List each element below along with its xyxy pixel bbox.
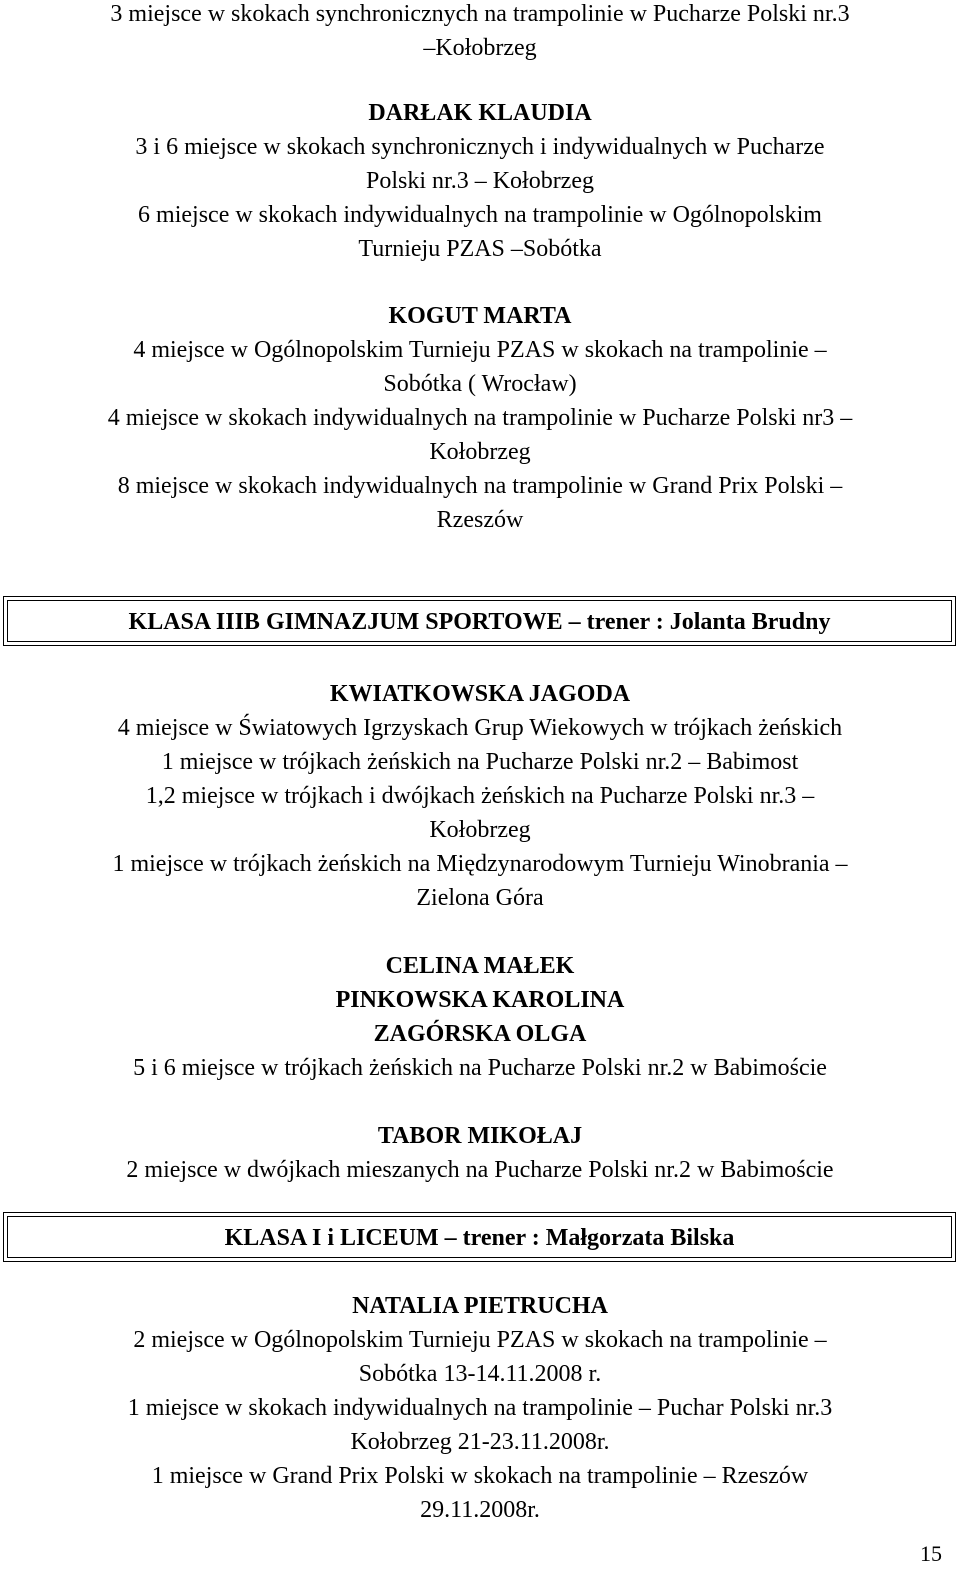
section-header: KLASA IIIB GIMNAZJUM SPORTOWE – trener : Jolanta Brudny [128, 609, 831, 635]
athlete-name: KOGUT MARTA [388, 303, 572, 329]
athlete-entry [0, 949, 960, 1085]
athlete-name: NATALIA PIETRUCHA [352, 1293, 608, 1319]
athlete-name: ZAGÓRSKA OLGA [373, 1021, 587, 1047]
athlete-entry [0, 1289, 960, 1527]
athlete-name: PINKOWSKA KAROLINA [335, 987, 625, 1013]
achievement-line: Rzeszów [436, 507, 524, 533]
achievement-line: 3 i 6 miejsce w skokach synchronicznych i indywidualnych w Pucharze [135, 134, 825, 160]
athlete-entry [0, 299, 960, 537]
achievement-line: 4 miejsce w Ogólnopolskim Turnieju PZAS w skokach na trampolinie – [133, 337, 827, 363]
achievement-line: 5 i 6 miejsce w trójkach żeńskich na Pucharze Polski nr.2 w Babimoście [133, 1055, 827, 1081]
continued-entry [0, 0, 960, 65]
achievement-line: 1 miejsce w skokach indywidualnych na trampolinie – Puchar Polski nr.3 [127, 1395, 833, 1421]
athlete-entry [0, 677, 960, 915]
achievement-line: 2 miejsce w Ogólnopolskim Turnieju PZAS w skokach na trampolinie – [133, 1327, 827, 1353]
achievement-line: 1 miejsce w trójkach żeńskich na Pucharze Polski nr.2 – Babimost [161, 749, 799, 775]
athlete-name: DARŁAK KLAUDIA [368, 100, 592, 126]
section-header-box [3, 1212, 956, 1262]
achievement-line: Sobótka ( Wrocław) [383, 371, 577, 397]
achievement-line: Zielona Góra [416, 885, 544, 911]
section-header: KLASA I i LICEUM – trener : Małgorzata Bilska [224, 1225, 735, 1251]
achievement-line: 3 miejsce w skokach synchronicznych na trampolinie w Pucharze Polski nr.3 [110, 1, 850, 27]
achievement-line: 1 miejsce w trójkach żeńskich na Międzynarodowym Turnieju Winobrania – [112, 851, 848, 877]
achievement-line: Sobótka 13-14.11.2008 r. [358, 1361, 602, 1387]
achievement-line: –Kołobrzeg [423, 35, 537, 61]
athlete-name: TABOR MIKOŁAJ [377, 1123, 583, 1149]
achievement-line: Kołobrzeg [429, 817, 531, 843]
achievement-line: 1,2 miejsce w trójkach i dwójkach żeńskich na Pucharze Polski nr.3 – [145, 783, 815, 809]
achievement-line: 2 miejsce w dwójkach mieszanych na Pucharze Polski nr.2 w Babimoście [126, 1157, 834, 1183]
achievement-line: Polski nr.3 – Kołobrzeg [366, 168, 594, 194]
athlete-name: KWIATKOWSKA JAGODA [329, 681, 631, 707]
achievement-line: 4 miejsce w skokach indywidualnych na trampolinie w Pucharze Polski nr3 – [107, 405, 853, 431]
achievement-line: 8 miejsce w skokach indywidualnych na trampolinie w Grand Prix Polski – [117, 473, 843, 499]
athlete-entry [0, 1119, 960, 1187]
achievement-line: Kołobrzeg 21-23.11.2008r. [350, 1429, 610, 1455]
athlete-name: CELINA MAŁEK [385, 953, 575, 979]
achievement-line: 6 miejsce w skokach indywidualnych na trampolinie w Ogólnopolskim [138, 202, 822, 228]
section-header-box [3, 596, 956, 646]
achievement-line: Turnieju PZAS –Sobótka [358, 236, 602, 262]
page-number: 15 [920, 1541, 942, 1566]
achievement-line: 29.11.2008r. [420, 1497, 540, 1523]
athlete-entry [0, 96, 960, 266]
achievement-line: Kołobrzeg [429, 439, 531, 465]
achievement-line: 4 miejsce w Światowych Igrzyskach Grup Wiekowych w trójkach żeńskich [117, 715, 843, 741]
achievement-line: 1 miejsce w Grand Prix Polski w skokach na trampolinie – Rzeszów [151, 1463, 809, 1489]
